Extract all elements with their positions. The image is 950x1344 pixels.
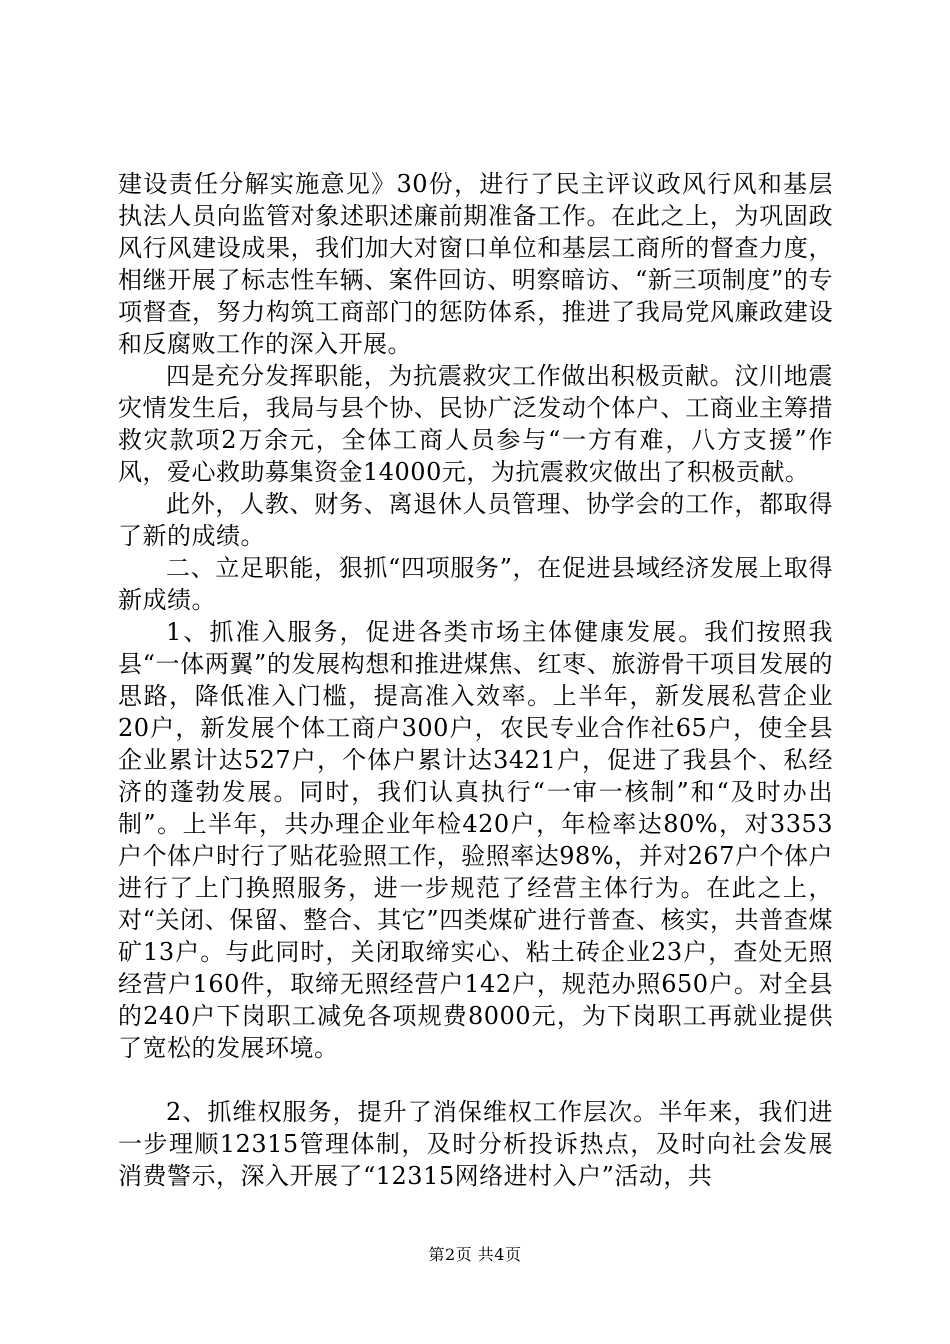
- document-body: [118, 168, 833, 1192]
- paragraph-2: 四是充分发挥职能，为抗震救灾工作做出积极贡献。汶川地震灾情发生后，我局与县个协、民协广泛发动个体户、工商业主筹措救灾款项2万余元，全体工商人员参与“一方有难，八方支援”作风，爱心救助募集资金14000元，为抗震救灾做出了积极贡献。: [118, 362, 833, 486]
- paragraph-3: 此外，人教、财务、离退休人员管理、协学会的工作，都取得了新的成绩。: [118, 490, 833, 550]
- page-number-footer: 第2页 共4页: [428, 1245, 522, 1264]
- paragraph-6: 2、抓维权服务，提升了消保维权工作层次。半年来，我们进一步理顺12315管理体制，及时分析投诉热点，及时向社会发展消费警示，深入开展了“12315网络进村入户”活动，共: [118, 1098, 833, 1190]
- paragraph-spacer: [118, 1064, 833, 1096]
- paragraph-4: 二、立足职能，狠抓“四项服务”，在促进县域经济发展上取得新成绩。: [118, 554, 833, 614]
- paragraph-1: 建设责任分解实施意见》30份，进行了民主评议政风行风和基层执法人员向监管对象述职述廉前期准备工作。在此之上，为巩固政风行风建设成果，我们加大对窗口单位和基层工商所的督查力度，相继开展了标志性车辆、案件回访、明察暗访、“新三项制度”的专项督查，努力构筑工商部门的惩防体系，推进了我局党风廉政建设和反腐败工作的深入开展。: [118, 170, 833, 358]
- paragraph-5: 1、抓准入服务，促进各类市场主体健康发展。我们按照我县“一体两翼”的发展构想和推进煤焦、红枣、旅游骨干项目发展的思路，降低准入门槛，提高准入效率。上半年，新发展私营企业20户，新发展个体工商户300户，农民专业合作社65户，使全县企业累计达527户，个体户累计达3421户，促进了我县个、私经济的蓬勃发展。同时，我们认真执行“一审一核制”和“及时办出制”。上半年，共办理企业年检420户，年检率达80%，对3353户个体户时行了贴花验照工作，验照率达98%，并对267户个体户进行了上门换照服务，进一步规范了经营主体行为。在此之上，对“关闭、保留、整合、其它”四类煤矿进行普查、核实，共普查煤矿13户。与此同时，关闭取缔实心、粘土砖企业23户，查处无照经营户160件，取缔无照经营户142户，规范办照650户。对全县的240户下岗职工减免各项规费8000元，为下岗职工再就业提供了宽松的发展环境。: [118, 618, 833, 1062]
